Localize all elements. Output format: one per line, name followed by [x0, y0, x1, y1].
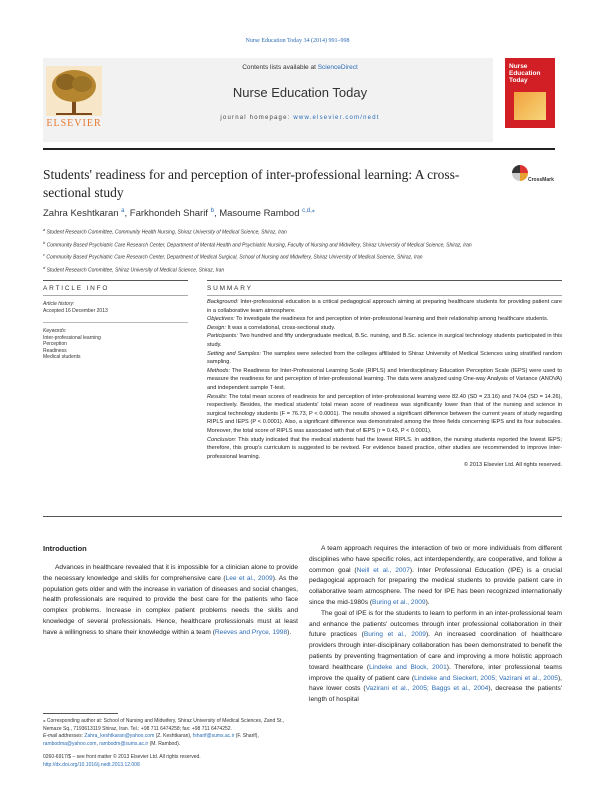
article-info-rule	[43, 280, 188, 281]
body-paragraph	[43, 563, 298, 639]
citation-link[interactable]: Vazirani et al., 2005; Baggs et al., 2004	[365, 685, 489, 693]
journal-title: Nurse Education Today	[232, 85, 368, 100]
author-name: Zahra Keshtkaran	[43, 208, 119, 220]
summary-paragraph: Background: Inter-professional education is a critical pedagogical approach aiming at preparing healthcare students for providing patient care in a collaborative team atmosphere.	[207, 299, 562, 314]
journal-reference[interactable]: Nurse Education Today 34 (2014) 991–998	[245, 38, 350, 44]
summary-paragraph: Objectives: To investigate the readiness for and perception of inter-professional learning and their relationship among healthcare students.	[207, 316, 549, 323]
keywords-rule	[43, 322, 188, 323]
crossmark-icon[interactable]	[512, 165, 528, 181]
citation-link[interactable]: Lindeke and Block, 2001	[369, 663, 447, 671]
corresponding-author: ⁎ Corresponding author at: School of Nursing and Midwifery, Shiraz University of Medical Sciences, Zand St., Nemaze Sq., 7193613119 Shiraz, Iran. Tel.: +98 711 6474258; fax: +98 711 6474252.	[43, 718, 285, 732]
body-text: ), decrease the patients' length of hospital	[309, 685, 563, 704]
body-text: ). Therefore, inter professional teams improve the quality of patient care (	[309, 663, 562, 682]
summary-paragraph: Conclusion: This study indicated that the medical students had the lowest RIPLS. In addition, the nursing students reported the lowest IEPS; therefore, this group's curriculum is suggested to be revised. For evidence based practice, other studies are recommended to improve inter-professional learning.	[207, 436, 562, 460]
citation-link[interactable]: Buring et al., 2009	[372, 598, 426, 606]
keyword: Medical students	[43, 354, 81, 360]
affiliation: $^a$ Student Research Committee, Community Health Nursing, Shiraz University of Medical Science, Shiraz, Iran	[43, 227, 287, 236]
body-left-column	[43, 563, 298, 639]
footnote-rule	[43, 713, 118, 714]
keyword: Inter-professional learning	[43, 334, 101, 341]
summary-paragraph: Results: The total mean scores of readiness for and perception of inter-professional learning were 82.40 (SD = 23.16) and 74.04 (SD = 14.26), respectively. Besides, the medical students' total mean score of readiness was significantly lower than that of the nursing and science in surgical technology students (F = 76.73, P < 0.0001). The results showed a significant difference between the current years of study regarding RIPLS and IEPS (P < 0.0001). Also, a significant difference was demonstrated among the three fields concerning IEPS and its four subscales. Moreover, the total score of RIPLS was associated with that of IEPS (r = 0.43, P < 0.0001).	[207, 393, 562, 434]
affiliations	[43, 225, 555, 276]
author-affil-sup[interactable]: c,d,⁎	[302, 208, 315, 214]
citation-link[interactable]: Neill et al., 2007	[356, 566, 410, 574]
article-info-heading: ARTICLE INFO	[43, 285, 110, 292]
email-link[interactable]: Zahra_keshtkaran@yahoo.com	[84, 733, 155, 739]
article-info-subrule	[43, 295, 188, 296]
contents-prefix: Contents lists available at	[242, 64, 318, 71]
summary-copyright: © 2013 Elsevier Ltd. All rights reserved.	[463, 462, 562, 469]
body-text: ). Inter Professional Education (IPE) is a crucial pedagogical approach for preparing the medical students to provide patient care in collaborative team atmosphere. The need for IPE has been recognized internationally since the mid-1980s (	[309, 566, 562, 606]
email-link[interactable]: fsharif@sums.ac.ir	[192, 733, 235, 739]
article-history	[43, 301, 188, 314]
summary-paragraph: Methods: The Readiness for Inter-Professional Learning Scale (RIPLS) and Interdisciplinary Education Perception Scale (IEPS) were used to measure the readiness for and perception of inter-professional learning. The data were analyzed using One-way Analysis of Variance (ANOVA) and independent sample T-test.	[207, 367, 562, 391]
doi-link[interactable]: http://dx.doi.org/10.1016/j.nedt.2013.12.008	[43, 761, 140, 768]
email-addresses: E-mail addresses: Zahra_keshtkaran@yahoo.com (Z. Keshtkaran), fsharif@sums.ac.ir (F. Sharif), rambodma@yahoo.com, rambodm@sums.ac.ir (M. Rambod).	[43, 733, 259, 747]
body-text: ). An increased coordination of healthcare providers through inter-disciplinary collaboration has been demonstrated to benefit the patients by preventing fragmentation of care and improving a more holistic approach toward healthcare (	[309, 631, 562, 671]
keyword: Perception	[43, 341, 67, 347]
cover-title: Nurse Education Today	[509, 63, 541, 84]
accepted-date: Accepted 16 December 2013	[43, 307, 108, 314]
sciencedirect-link[interactable]: ScienceDirect	[317, 64, 358, 71]
citation-link[interactable]: Reeves and Pryce, 1998	[214, 628, 288, 636]
citation-link[interactable]: Lee et al., 2009	[225, 574, 273, 582]
summary-paragraph: Participants: Two hundred and fifty undergraduate medical, B.Sc. nursing, and B.Sc. science in surgical technology students participated in this study.	[207, 333, 562, 348]
body-right-column	[309, 544, 562, 706]
summary-paragraph: Setting and Samples: The samples were selected from the colleges affiliated to Shiraz University of Medical Sciences using stratified random sampling.	[207, 350, 562, 366]
body-text: Advances in healthcare revealed that it is impossible for a clinician alone to provide the necessary knowledge and skills for comprehensive care (	[43, 564, 298, 582]
keyword: Readiness	[43, 347, 67, 354]
email-link[interactable]: rambodm@sums.ac.ir	[99, 740, 149, 747]
issn-doi-block	[43, 754, 298, 769]
affiliation: $^d$ Student Research Committee, Shiraz University of Medical Science, Shiraz, Iran	[43, 264, 225, 274]
elsevier-tree-logo	[44, 64, 104, 124]
article-title: Students' readiness for and perception of inter-professional learning: A cross-sectional study	[43, 167, 460, 200]
summary-paragraph: Design: It was a correlational, cross-sectional study.	[207, 324, 336, 331]
email-link[interactable]: rambodma@yahoo.com	[43, 740, 97, 747]
body-text: ).	[287, 628, 292, 636]
elsevier-wordmark: ELSEVIER	[46, 118, 102, 129]
header-divider	[43, 148, 555, 150]
journal-homepage	[110, 115, 490, 121]
body-paragraph	[309, 609, 562, 706]
summary-body	[207, 298, 562, 470]
body-paragraph	[309, 544, 562, 609]
cover-image	[514, 92, 546, 120]
affiliation: $^b$ Community Based Psychiatric Care Research Center, Department of Mental Health and Psychiatric Nursing, Faculty of Nursing and Midwifery, Shiraz University of Medical Science, Shiraz, Iran	[43, 239, 472, 249]
citation-link[interactable]: Buring et al., 2009	[363, 631, 426, 639]
author-name: Farkhondeh Sharif	[129, 208, 208, 220]
contents-line	[110, 64, 490, 71]
summary-subrule	[207, 295, 562, 296]
crossmark-label[interactable]: CrossMark	[528, 177, 554, 183]
citation-link[interactable]: Lindeke and Sieckert, 2005; Vazirani et al., 2005	[414, 674, 558, 682]
keywords-label: Keywords:	[43, 328, 67, 334]
body-text: The goal of IPE is for the students to learn to perform in an inter-professional team and enhance the patients' outcomes through inter professional collaboration in their future practices (	[309, 609, 562, 639]
author-affil-sup[interactable]: b	[210, 208, 214, 214]
homepage-link[interactable]: www.elsevier.com/nedt	[293, 115, 380, 121]
body-text: ).	[425, 598, 430, 606]
body-text: ), have lower costs (	[309, 674, 562, 693]
keywords-block	[43, 328, 188, 361]
body-text: ). As the population gets older and with the increase in variation of diseases and social changes, health professionals are required to provide the best care for the patients who face complex problems. Increase in complex patient problems needs the skills and knowledge of several professionals. Hence, healthcare professionals must at least have a willingness to share their knowledge within a team (	[43, 574, 298, 636]
author-list: Zahra Keshtkaran $^a$, Farkhondeh Sharif $^b$, Masoume Rambod $^{c,d,⁎}$	[43, 208, 315, 220]
affiliation: $^c$ Community Based Psychiatric Care Research Center, Department of Medical Surgical, School of Nursing and Midwifery, Shiraz University of Medical Science, Shiraz, Iran	[43, 252, 423, 261]
history-label: Article history:	[43, 301, 75, 307]
author-name: Masoume Rambod	[219, 208, 300, 220]
corresponding-footnote	[43, 713, 298, 748]
summary-heading: SUMMARY	[207, 285, 253, 292]
author-affil-sup[interactable]: a	[121, 208, 125, 214]
issn-line: 0260-6917/$ – see front matter © 2013 Elsevier Ltd. All rights reserved.	[43, 754, 201, 760]
summary-end-rule	[43, 516, 562, 517]
body-text: A team approach requires the interaction of two or more individuals from different disciplines who have specific roles, act interdependently, are cooperative, and follow a common goal (	[309, 545, 562, 574]
summary-rule	[207, 280, 562, 281]
journal-cover-thumbnail[interactable]	[505, 58, 555, 128]
homepage-prefix: journal homepage:	[220, 115, 294, 121]
introduction-heading: Introduction	[43, 544, 87, 553]
